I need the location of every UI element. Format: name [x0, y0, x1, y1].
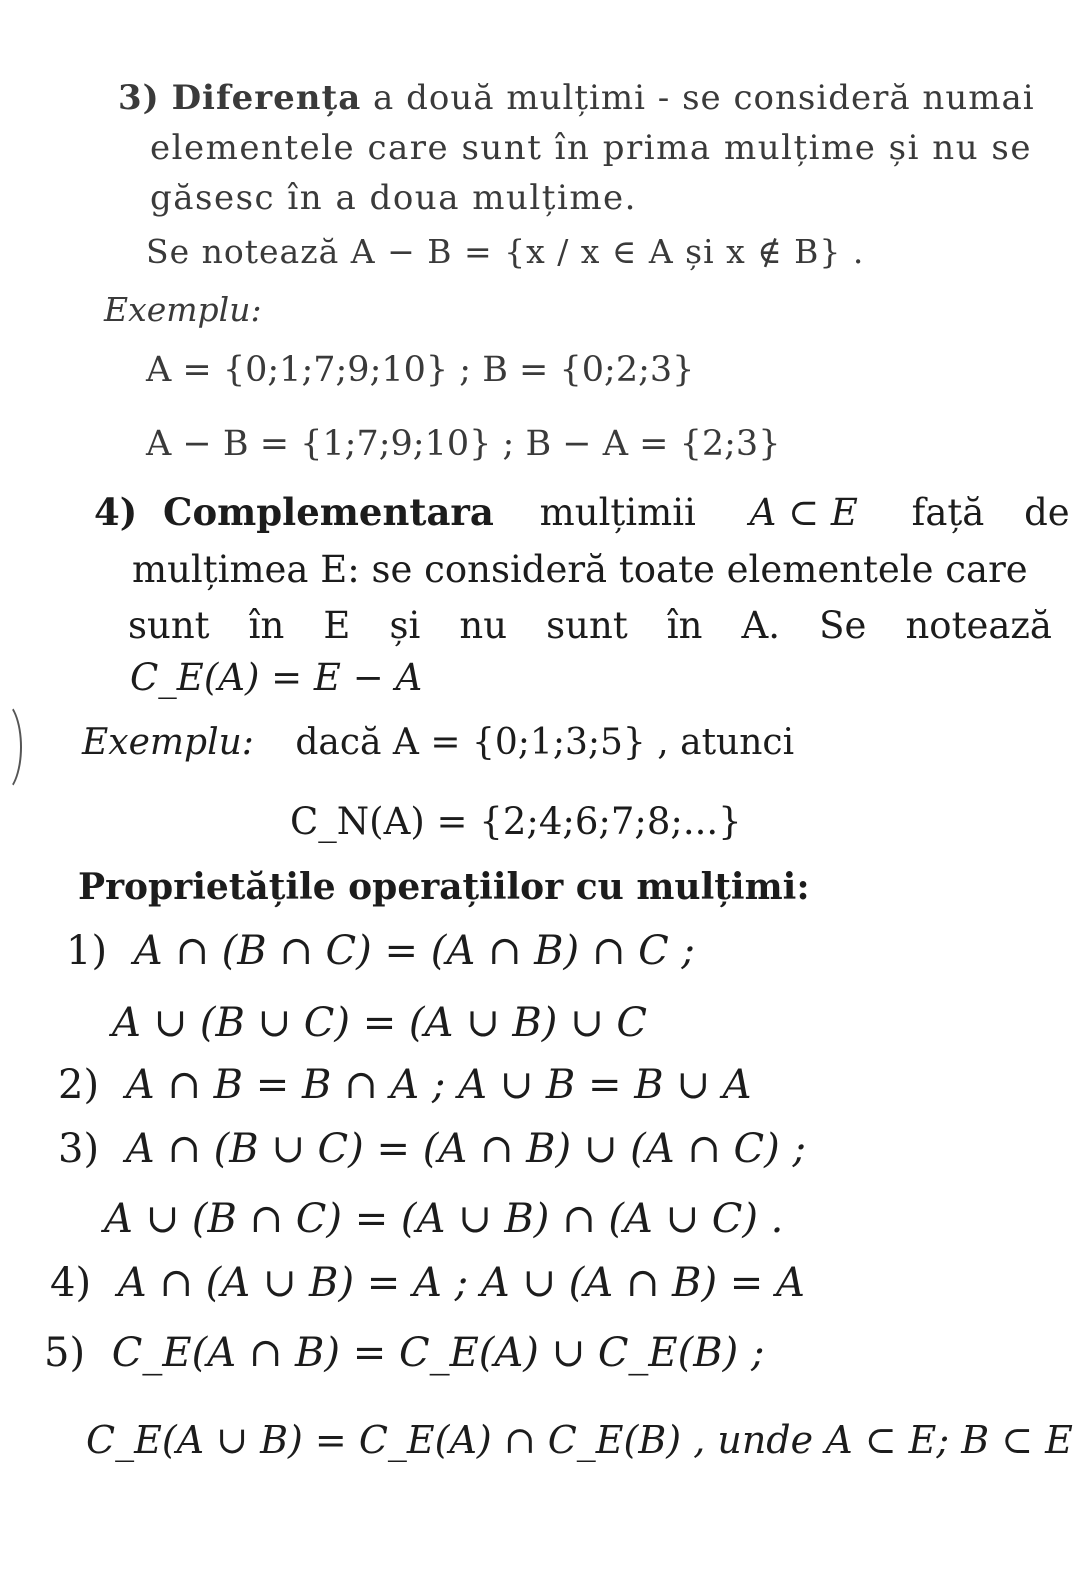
section4-number: 4)	[94, 490, 138, 534]
section4-l3-word-6: sunt	[546, 604, 628, 647]
section3-line3: găsesc în a doua mulțime.	[150, 178, 637, 218]
section3-example-line2: A − B = {1;7;9;10} ; B − A = {2;3}	[146, 424, 781, 464]
property-3-number: 3)	[58, 1126, 100, 1172]
section4-l3-word-5: nu	[459, 604, 508, 647]
section3-line1-text: a două mulțimi - se consideră numai	[373, 78, 1035, 118]
section4-l3-word-3: E	[323, 604, 351, 647]
property-1-formula1: A ∩ (B ∩ C) = (A ∩ B) ∩ C ;	[133, 928, 695, 974]
property-5-number: 5)	[44, 1330, 86, 1376]
section4-word-4: de	[1024, 491, 1070, 534]
section4-l3-word-7: în	[666, 604, 703, 647]
property-1-formula2: A ∪ (B ∪ C) = (A ∪ B) ∪ C	[112, 1000, 647, 1046]
section3-term: Diferența	[171, 78, 362, 118]
property-1-number: 1)	[66, 928, 108, 974]
properties-heading: Proprietățile operațiilor cu mulțimi:	[78, 866, 810, 908]
section4-word-2: A ⊂ E	[749, 491, 858, 534]
section4-example-text: dacă A = {0;1;3;5} , atunci	[295, 722, 795, 763]
section4-l3-word-4: și	[389, 604, 421, 647]
section4-example	[82, 722, 794, 763]
section4-line1	[94, 490, 1070, 534]
section3-example-label: Exemplu:	[104, 290, 262, 329]
property-5-line1	[44, 1330, 764, 1376]
section4-l3-word-1: sunt	[128, 604, 210, 647]
section4-l3-word-8: A.	[741, 604, 781, 647]
property-3-formula1: A ∩ (B ∪ C) = (A ∩ B) ∪ (A ∩ C) ;	[125, 1126, 806, 1172]
section4-l3-word-2: în	[248, 604, 285, 647]
property-1-line1	[66, 928, 695, 974]
property-2-formula1: A ∩ B = B ∩ A ; A ∪ B = B ∪ A	[125, 1062, 752, 1108]
property-4-number: 4)	[50, 1260, 92, 1306]
section3-notation: Se notează A − B = {x / x ∈ A și x ∉ B} .	[146, 232, 865, 271]
section4-l3-word-9: Se	[819, 604, 867, 647]
property-4-line1	[50, 1260, 805, 1306]
property-3-formula2: A ∪ (B ∩ C) = (A ∪ B) ∩ (A ∪ C) .	[104, 1196, 784, 1242]
section4-word-1: mulțimii	[539, 491, 696, 534]
section3-line1	[118, 78, 1035, 118]
section4-line3	[128, 604, 1052, 647]
property-5-formula1: C_E(A ∩ B) = C_E(A) ∪ C_E(B) ;	[111, 1330, 765, 1376]
section4-example-label: Exemplu:	[82, 722, 254, 763]
section4-formula: C_E(A) = E − A	[130, 656, 423, 699]
section4-word-3: față	[911, 491, 985, 534]
section4-line2: mulțimea E: se consideră toate elementele care	[132, 548, 1028, 591]
property-3-line1	[58, 1126, 806, 1172]
property-5-formula2: C_E(A ∪ B) = C_E(A) ∩ C_E(B) , unde A ⊂ E; B ⊂ E	[86, 1418, 1073, 1462]
property-2-number: 2)	[58, 1062, 100, 1108]
section3-example-line1: A = {0;1;7;9;10} ; B = {0;2;3}	[146, 350, 695, 390]
section4-term: Complementara	[163, 490, 494, 534]
section4-example-result: C_N(A) = {2;4;6;7;8;...}	[290, 800, 742, 843]
property-2-line1	[58, 1062, 751, 1108]
margin-bracket-mark	[0, 700, 22, 794]
section4-l3-word-10: notează	[905, 604, 1052, 647]
property-4-formula1: A ∩ (A ∪ B) = A ; A ∪ (A ∩ B) = A	[117, 1260, 805, 1306]
section3-line2: elementele care sunt în prima mulțime și nu se	[150, 128, 1032, 168]
section3-number: 3)	[118, 78, 160, 118]
